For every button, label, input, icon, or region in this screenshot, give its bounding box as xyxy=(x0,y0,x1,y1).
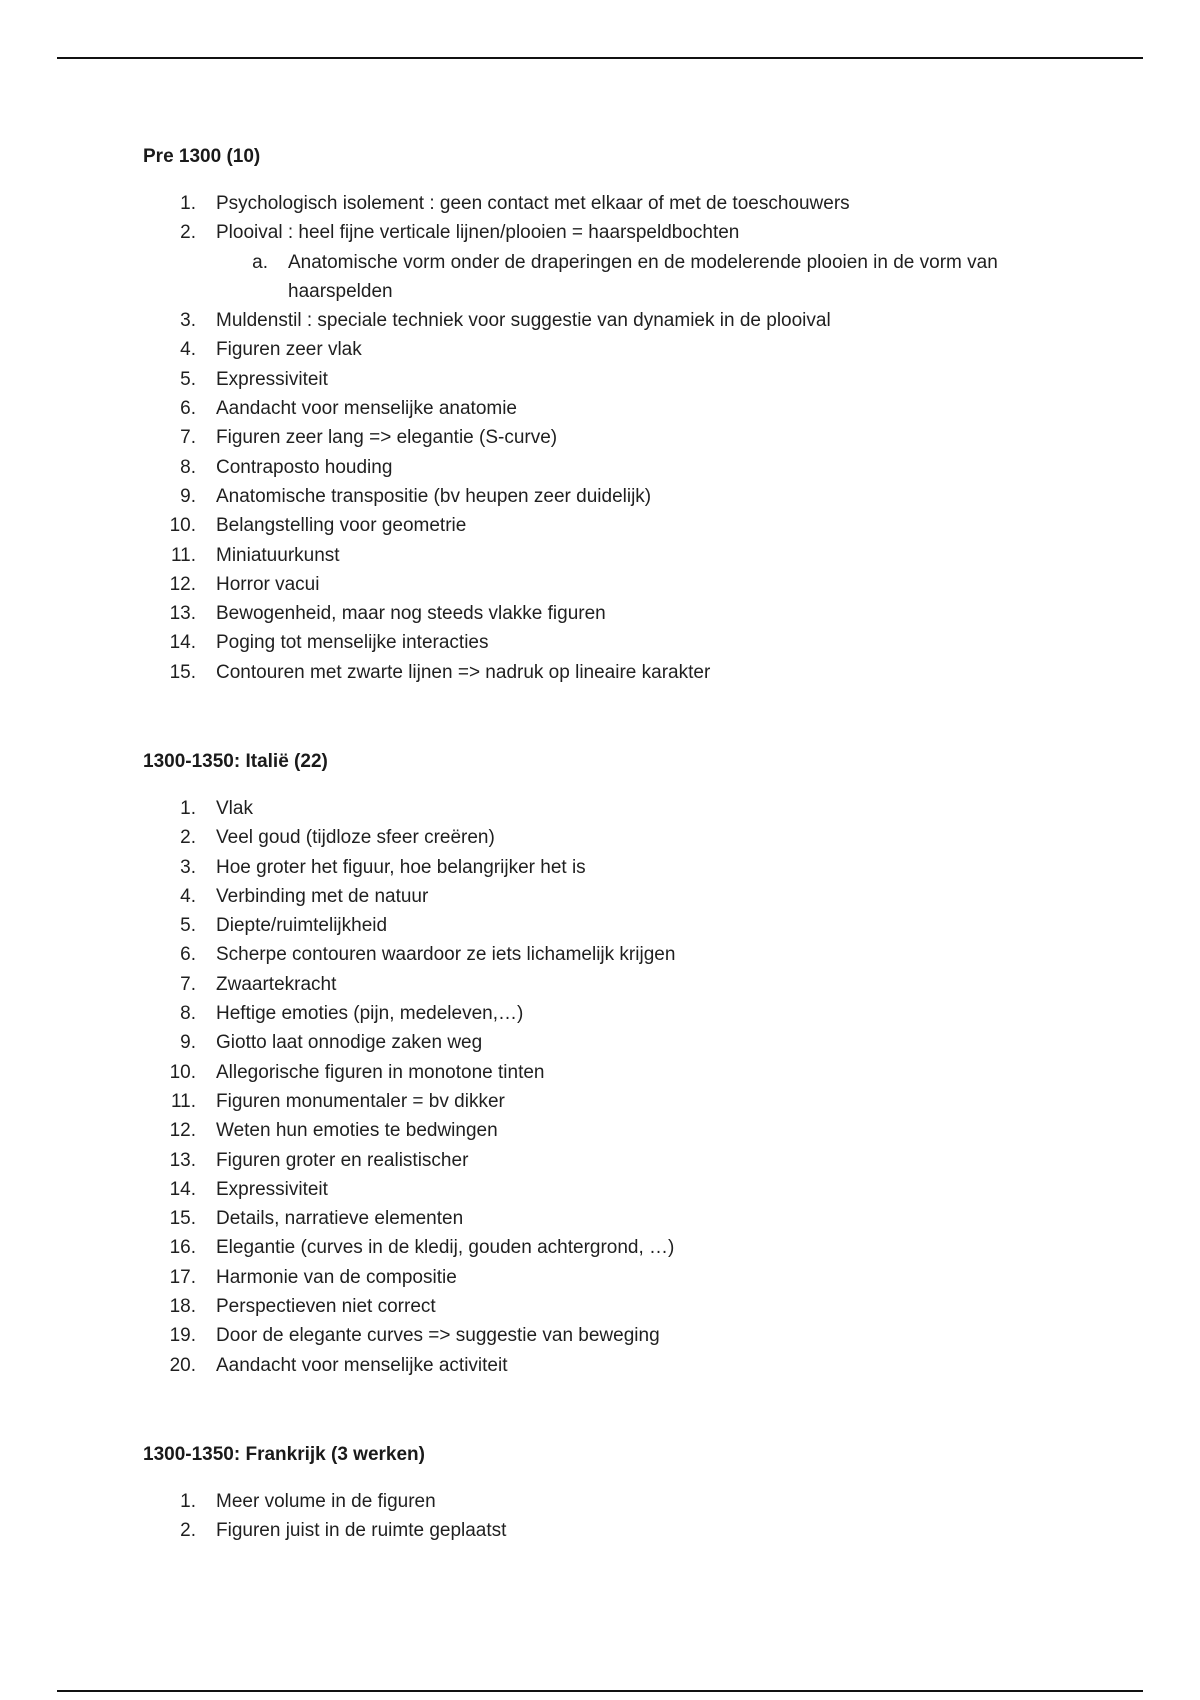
item-number: 1. xyxy=(180,1491,196,1512)
item-number: 4. xyxy=(180,885,196,907)
item-number: 13. xyxy=(169,603,196,625)
item-text: Belangstelling voor geometrie xyxy=(216,515,467,537)
section-heading: 1300-1350: Frankrijk (3 werken) xyxy=(143,1444,425,1465)
item-number: 13. xyxy=(169,1149,196,1171)
item-text: Scherpe contouren waardoor ze iets lichamelijk krijgen xyxy=(216,944,676,966)
list-item xyxy=(143,511,1083,540)
item-number: 9. xyxy=(180,1032,196,1054)
item-text: Hoe groter het figuur, hoe belangrijker het is xyxy=(216,856,586,878)
item-text: Aandacht voor menselijke activiteit xyxy=(216,1354,508,1376)
list-item xyxy=(143,189,1083,218)
item-number: 1. xyxy=(180,193,196,214)
item-number: 14. xyxy=(169,632,196,654)
item-number: 18. xyxy=(169,1296,196,1318)
item-text: Weten hun emoties te bedwingen xyxy=(216,1120,498,1142)
list-item xyxy=(143,628,1083,657)
list-item xyxy=(143,570,1083,599)
list-item xyxy=(143,599,1083,628)
item-text: Details, narratieve elementen xyxy=(216,1208,464,1230)
list-item xyxy=(143,1292,1083,1321)
list-item xyxy=(143,1487,1083,1516)
item-text: Expressiviteit xyxy=(216,1178,328,1200)
list-item xyxy=(143,823,1083,852)
item-text: Plooival : heel fijne verticale lijnen/plooien = haarspeldbochten xyxy=(216,222,740,244)
item-number: 19. xyxy=(169,1325,196,1347)
item-number: 17. xyxy=(169,1266,196,1288)
item-number: 6. xyxy=(180,944,196,966)
item-number: 3. xyxy=(180,310,196,332)
item-number: 6. xyxy=(180,398,196,420)
item-text: Heftige emoties (pijn, medeleven,…) xyxy=(216,1003,524,1025)
item-text: Horror vacui xyxy=(216,573,320,595)
sub-item-text: Anatomische vorm onder de draperingen en de modelerende plooien in de vorm van haarspelden xyxy=(288,251,998,302)
list-item xyxy=(143,1204,1083,1233)
list-item xyxy=(143,1263,1083,1292)
section-heading: 1300-1350: Italië (22) xyxy=(143,751,328,772)
item-number: 3. xyxy=(180,856,196,878)
list-item xyxy=(143,453,1083,482)
section-heading: Pre 1300 (10) xyxy=(143,146,261,167)
list-item xyxy=(143,1116,1083,1145)
item-text: Expressiviteit xyxy=(216,368,328,390)
item-text: Contraposto houding xyxy=(216,456,393,478)
item-number: 8. xyxy=(180,456,196,478)
numbered-list xyxy=(143,189,1083,687)
item-text: Perspectieven niet correct xyxy=(216,1296,436,1318)
item-text: Figuren zeer lang => elegantie (S-curve) xyxy=(216,427,558,449)
item-text: Meer volume in de figuren xyxy=(216,1491,436,1512)
item-number: 5. xyxy=(180,915,196,937)
item-text: Figuren monumentaler = bv dikker xyxy=(216,1090,505,1112)
item-text: Elegantie (curves in de kledij, gouden achtergrond, …) xyxy=(216,1237,675,1259)
sub-item-letter: a. xyxy=(252,251,268,273)
item-text: Allegorische figuren in monotone tinten xyxy=(216,1061,545,1083)
list-item xyxy=(143,911,1083,940)
list-item xyxy=(143,999,1083,1028)
item-text: Miniatuurkunst xyxy=(216,544,340,566)
item-text: Aandacht voor menselijke anatomie xyxy=(216,398,518,420)
item-text: Figuren juist in de ruimte geplaatst xyxy=(216,1520,507,1542)
list-item xyxy=(143,482,1083,511)
list-item xyxy=(143,658,1083,687)
sub-list-item xyxy=(143,248,1083,307)
item-number: 12. xyxy=(169,1120,196,1142)
item-number: 2. xyxy=(180,827,196,849)
list-item xyxy=(143,306,1083,335)
list-item xyxy=(143,423,1083,452)
list-item xyxy=(143,940,1083,969)
item-number: 4. xyxy=(180,339,196,361)
section-frankrijk xyxy=(143,1443,1083,1546)
item-text: Bewogenheid, maar nog steeds vlakke figuren xyxy=(216,603,606,625)
item-text: Harmonie van de compositie xyxy=(216,1266,457,1288)
item-text: Contouren met zwarte lijnen => nadruk op lineaire karakter xyxy=(216,661,711,683)
list-item xyxy=(143,218,1083,306)
header-rule xyxy=(57,57,1143,59)
item-number: 9. xyxy=(180,485,196,507)
item-text: Verbinding met de natuur xyxy=(216,885,429,907)
list-item xyxy=(143,1146,1083,1175)
item-number: 16. xyxy=(169,1237,196,1259)
item-number: 10. xyxy=(169,1061,196,1083)
item-text: Figuren zeer vlak xyxy=(216,339,362,361)
item-number: 1. xyxy=(180,798,196,819)
list-item xyxy=(143,365,1083,394)
item-number: 11. xyxy=(170,544,196,566)
list-item xyxy=(143,882,1083,911)
item-text: Figuren groter en realistischer xyxy=(216,1149,469,1171)
item-text: Muldenstil : speciale techniek voor suggestie van dynamiek in de plooival xyxy=(216,310,831,332)
item-number: 15. xyxy=(169,1208,196,1230)
item-text: Psychologisch isolement : geen contact met elkaar of met de toeschouwers xyxy=(216,193,850,214)
item-number: 2. xyxy=(180,1520,196,1542)
item-text: Veel goud (tijdloze sfeer creëren) xyxy=(216,827,495,849)
list-item xyxy=(143,541,1083,570)
list-item xyxy=(143,1321,1083,1350)
list-item xyxy=(143,1351,1083,1380)
section-pre-1300 xyxy=(143,145,1083,687)
item-number: 15. xyxy=(169,661,196,683)
list-item xyxy=(143,853,1083,882)
list-item xyxy=(143,1058,1083,1087)
item-number: 7. xyxy=(180,427,196,449)
item-number: 2. xyxy=(180,222,196,244)
numbered-list xyxy=(143,794,1083,1380)
list-item xyxy=(143,394,1083,423)
item-text: Poging tot menselijke interacties xyxy=(216,632,489,654)
section-italie xyxy=(143,750,1083,1380)
list-item xyxy=(143,794,1083,823)
list-item xyxy=(143,1233,1083,1262)
item-text: Anatomische transpositie (bv heupen zeer duidelijk) xyxy=(216,485,652,507)
item-number: 5. xyxy=(180,368,196,390)
list-item xyxy=(143,1175,1083,1204)
list-item xyxy=(143,1028,1083,1057)
list-item xyxy=(143,970,1083,999)
item-number: 12. xyxy=(169,573,196,595)
item-number: 20. xyxy=(169,1354,196,1376)
item-number: 10. xyxy=(169,515,196,537)
item-number: 11. xyxy=(170,1090,196,1112)
item-number: 7. xyxy=(180,973,196,995)
list-item xyxy=(143,1087,1083,1116)
item-text: Door de elegante curves => suggestie van beweging xyxy=(216,1325,660,1347)
item-number: 8. xyxy=(180,1003,196,1025)
list-item xyxy=(143,335,1083,364)
footer-rule xyxy=(57,1690,1143,1692)
item-text: Vlak xyxy=(216,798,253,819)
numbered-list xyxy=(143,1487,1083,1546)
item-number: 14. xyxy=(169,1178,196,1200)
item-text: Diepte/ruimtelijkheid xyxy=(216,915,388,937)
item-text: Giotto laat onnodige zaken weg xyxy=(216,1032,483,1054)
list-item xyxy=(143,1516,1083,1545)
item-text: Zwaartekracht xyxy=(216,973,337,995)
